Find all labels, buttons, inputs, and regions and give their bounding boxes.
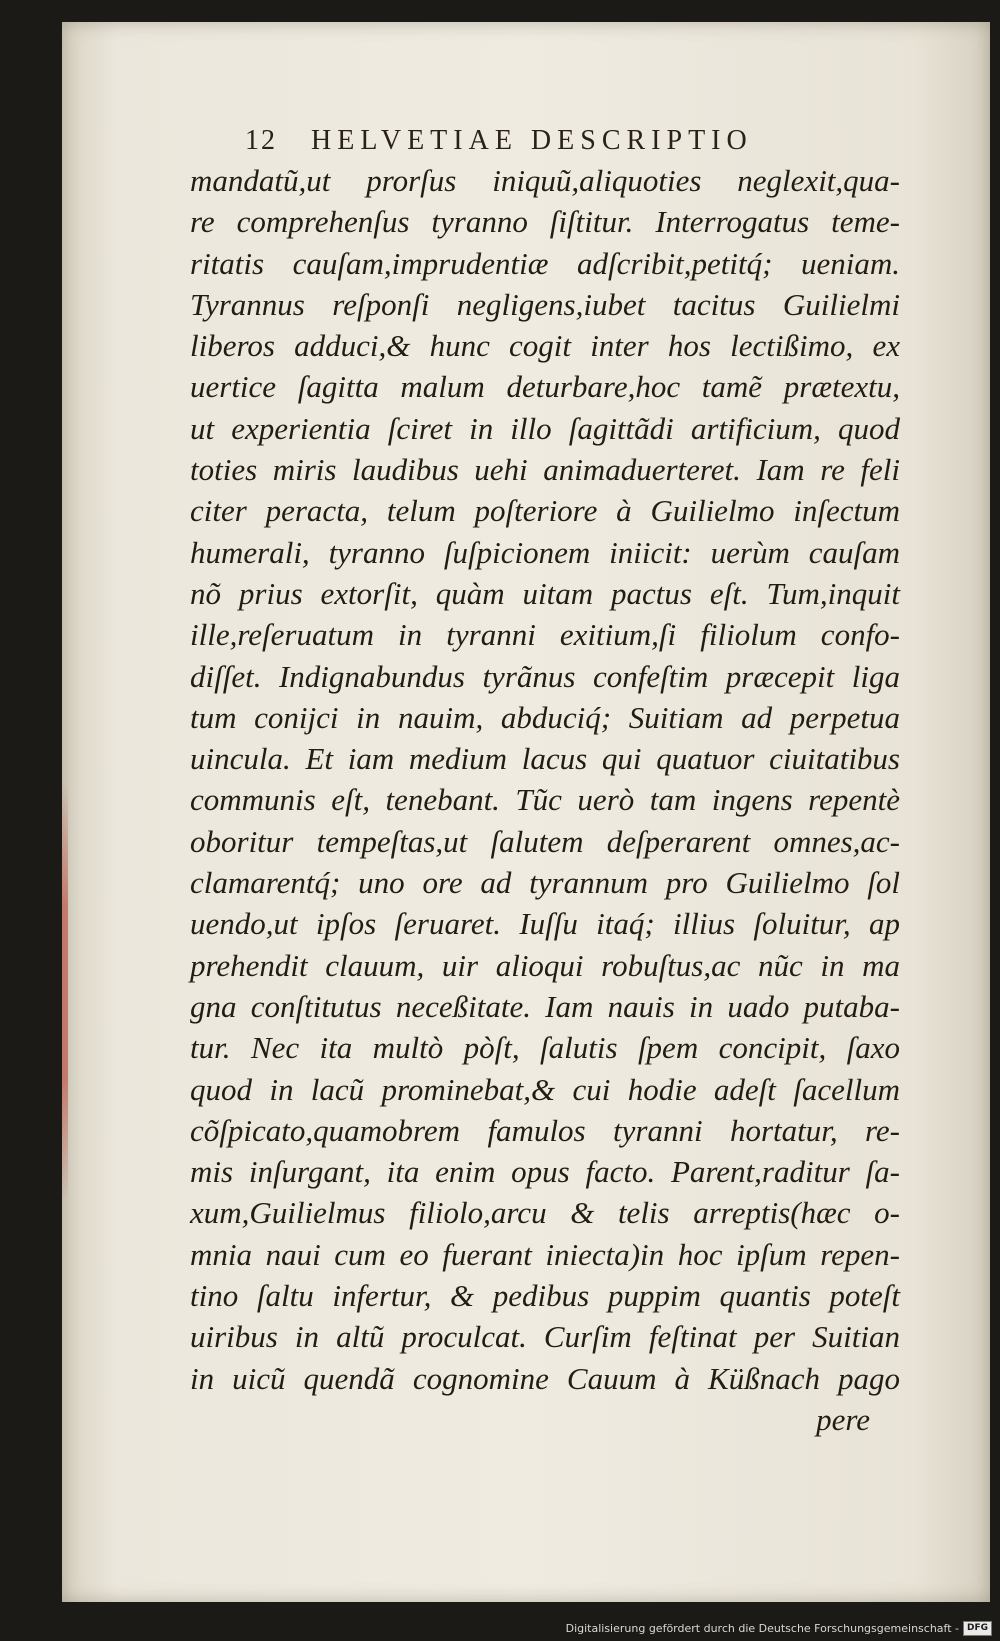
text-line: quod in lacũ prominebat,& cui hodie adeſt ſacellum bbox=[190, 1071, 900, 1107]
footer-credit bbox=[566, 1619, 992, 1637]
text-line: re comprehenſus tyranno ſiſtitur. Interrogatus teme- bbox=[190, 204, 900, 240]
text-line: cõſpicato,quamobrem famulos tyranni hortatur, re- bbox=[190, 1112, 900, 1148]
text-line: mnia naui cum eo fuerant iniecta)in hoc ipſum repen- bbox=[190, 1236, 900, 1272]
running-head bbox=[245, 125, 845, 165]
text-line: ritatis cauſam,imprudentiæ adſcribit,petitq́; ueniam. bbox=[190, 245, 900, 281]
page-number: 12 bbox=[245, 125, 277, 156]
text-line: xum,Guilielmus filiolo,arcu & telis arreptis(hæc o- bbox=[190, 1195, 900, 1231]
text-line: in uicũ quendã cognomine Cauum à Küßnach pago bbox=[190, 1360, 900, 1396]
text-line: nõ prius extorſit, quàm uitam pactus eſt. Tum,inquit bbox=[190, 575, 900, 611]
text-line: tino ſaltu infertur, & pedibus puppim quantis poteſt bbox=[190, 1278, 900, 1314]
text-line: uiribus in altũ proculcat. Curſim feſtinat per Suitian bbox=[190, 1319, 900, 1355]
text-line: Tyrannus reſponſi negligens,iubet tacitus Guilielmi bbox=[190, 286, 900, 322]
text-line: humerali, tyranno ſuſpicionem iniicit: uerùm cauſam bbox=[190, 534, 900, 570]
text-line: oboritur tempeſtas,ut ſalutem deſperarent omnes,ac- bbox=[190, 823, 900, 859]
running-title: HELVETIAE DESCRIPTIO bbox=[311, 125, 753, 156]
text-line: tum conijci in nauim, abduciq́; Suitiam ad perpetua bbox=[190, 699, 900, 735]
page-edge-stain bbox=[62, 782, 68, 1202]
text-line: communis eſt, tenebant. Tũc uerò tam ingens repentè bbox=[190, 782, 900, 818]
text-line: prehendit clauum, uir alioqui robuſtus,ac nũc in ma bbox=[190, 947, 900, 983]
text-line: mandatũ,ut prorſus iniquũ,aliquoties neglexit,qua- bbox=[190, 163, 900, 198]
text-line: toties miris laudibus uehi animaduerteret. Iam re feli bbox=[190, 452, 900, 488]
text-line: uincula. Et iam medium lacus qui quatuor ciuitatibus bbox=[190, 741, 900, 777]
text-line: uertice ſagitta malum deturbare,hoc tamẽ prætextu, bbox=[190, 369, 900, 405]
text-line: tur. Nec ita multò pòſt, ſalutis ſpem concipit, ſaxo bbox=[190, 1030, 900, 1066]
text-line: mis inſurgant, ita enim opus facto. Parent,raditur ſa- bbox=[190, 1154, 900, 1190]
text-line: uendo,ut ipſos ſeruaret. Iuſſu itaq́; illius ſoluitur, ap bbox=[190, 906, 900, 942]
text-line: liberos adduci,& hunc cogit inter hos lectißimo, ex bbox=[190, 328, 900, 364]
catchword: pere bbox=[816, 1401, 870, 1437]
funding-credit-text: Digitalisierung gefördert durch die Deutsche Forschungsgemeinschaft - bbox=[565, 1621, 959, 1635]
text-line: citer peracta, telum poſteriore à Guilielmo inſectum bbox=[190, 493, 900, 529]
text-line: gna conſtitutus neceßitate. Iam nauis in uado putaba- bbox=[190, 988, 900, 1024]
text-block bbox=[190, 160, 900, 1440]
text-line: ut experientia ſciret in illo ſagittãdi artificium, quod bbox=[190, 410, 900, 446]
text-line: diſſet. Indignabundus tyrãnus confeſtim præcepit liga bbox=[190, 658, 900, 694]
dfg-logo-icon: DFG bbox=[963, 1621, 992, 1636]
text-line: ille,reſeruatum in tyranni exitium,ſi filiolum confo- bbox=[190, 617, 900, 653]
text-line: clamarentq́; uno ore ad tyrannum pro Guilielmo ſol bbox=[190, 865, 900, 901]
